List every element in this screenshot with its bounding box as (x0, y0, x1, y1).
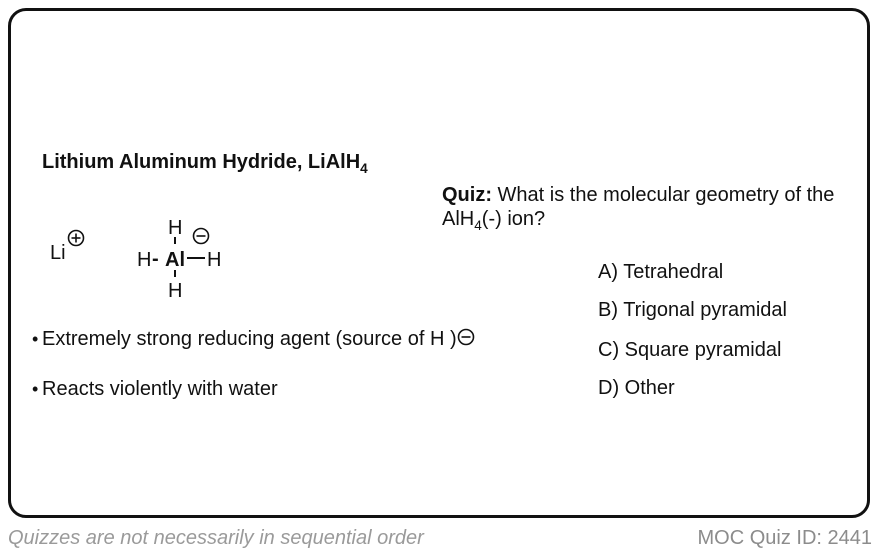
quiz-id: MOC Quiz ID: 2441 (697, 527, 872, 549)
lialh4-structure (44, 210, 234, 305)
bullet-reacts-water-text: Reacts violently with water (42, 378, 278, 400)
bullet-reducing-agent-suffix: ) (444, 328, 457, 350)
plus-circle-icon (69, 231, 84, 246)
h-atom-left: H (137, 249, 152, 271)
h-atom-right: H (207, 249, 222, 271)
compound-title-text: Lithium Aluminum Hydride, LiAlH (42, 151, 361, 173)
quiz-option-d[interactable]: D) Other (598, 377, 675, 399)
compound-title (42, 151, 368, 174)
sequence-note: Quizzes are not necessarily in sequential order (8, 527, 424, 549)
h-atom-bottom: H (168, 280, 183, 302)
minus-circle-icon (456, 327, 476, 347)
compound-title-subscript: 4 (360, 160, 368, 176)
quiz-question-part2: (-) ion? (481, 208, 546, 230)
li-atom-label: Li (50, 242, 66, 264)
quiz-option-a[interactable]: A) Tetrahedral (598, 261, 724, 283)
quiz-option-c[interactable]: C) Square pyramidal (598, 339, 782, 361)
quiz-question (442, 183, 842, 231)
bond-left: - (152, 248, 159, 270)
bullet-dot: • (32, 379, 39, 399)
al-atom-label: Al (165, 249, 185, 271)
quiz-question-part1: What is the molecular geometry of the AlH (442, 184, 835, 230)
quiz-option-b[interactable]: B) Trigonal pyramidal (598, 299, 787, 321)
quiz-label: Quiz: (442, 184, 492, 206)
h-atom-top: H (168, 217, 183, 239)
bullet-dot: • (32, 329, 39, 349)
bullet-reducing-agent (32, 328, 457, 351)
minus-circle-icon (194, 229, 209, 244)
quiz-question-subscript: 4 (474, 217, 482, 233)
bullet-reacts-water (32, 378, 278, 401)
bullet-reducing-agent-text: Extremely strong reducing agent (source of H (42, 328, 445, 350)
